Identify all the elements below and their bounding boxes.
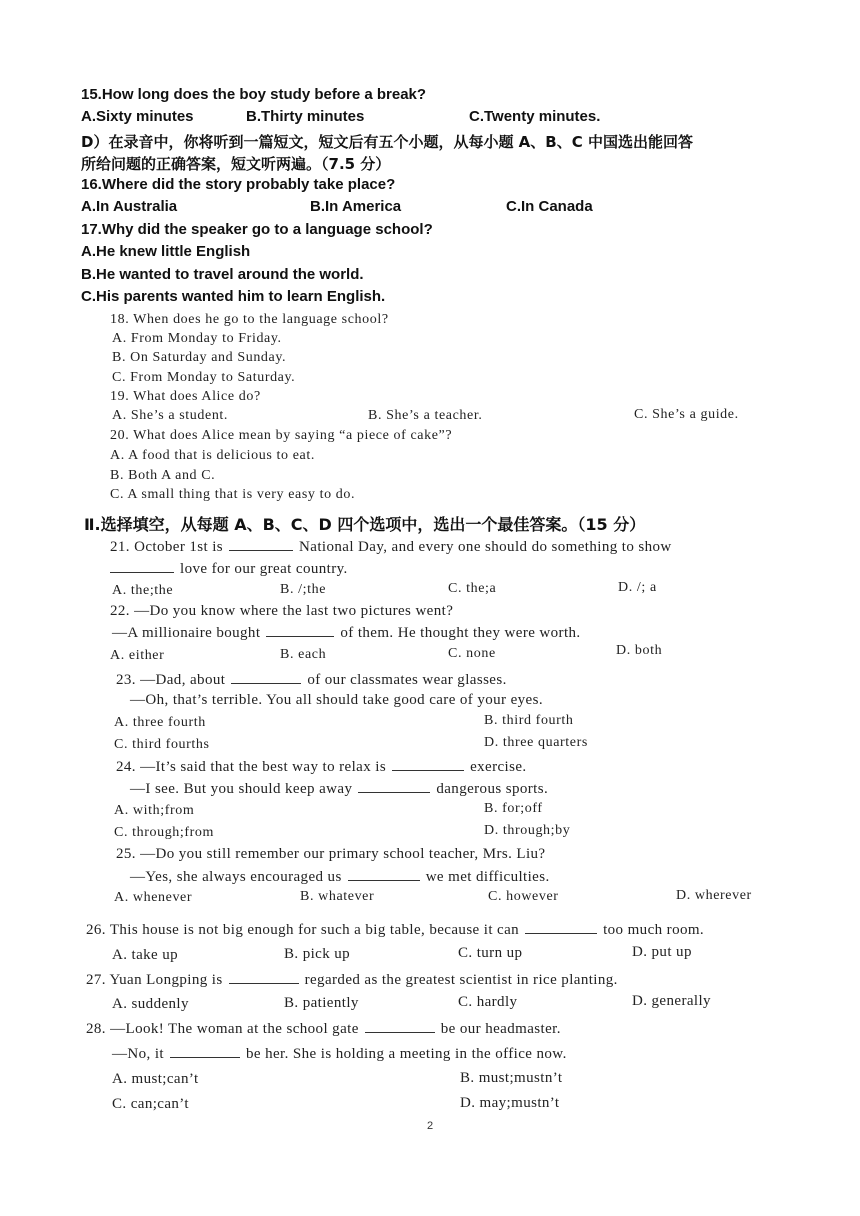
q24-option-a: A. with;from: [114, 803, 195, 818]
q28-option-a: A. must;can’t: [112, 1071, 199, 1087]
q24-blank-2: [358, 780, 430, 793]
q24-text-post: exercise.: [470, 759, 527, 775]
section-d-instruction-line1: D）在录音中，你将听到一篇短文，短文后有五个小题，从每小题 A、B、C 中国选出能回答: [81, 133, 693, 151]
q16-option-a: A.In Australia: [81, 198, 178, 215]
q21-text-pre: 21. October 1st is: [110, 539, 224, 555]
q21-text-mid: National Day, and every one should do something to show: [299, 539, 672, 555]
q26-option-d: D. put up: [632, 944, 692, 960]
q27-blank: [229, 971, 299, 984]
q21-text-post: love for our great country.: [180, 561, 348, 577]
q19-option-b: B. She’s a teacher.: [368, 408, 483, 423]
q25-option-c: C. however: [488, 889, 559, 904]
q28-option-b: B. must;mustn’t: [460, 1070, 563, 1086]
q20-option-a: A. A food that is delicious to eat.: [110, 448, 315, 463]
q24-line2: [130, 780, 548, 798]
q25-text-post: we met difficulties.: [425, 869, 550, 885]
q22-text-pre: —A millionaire bought: [112, 625, 261, 641]
q21-line2: [110, 560, 348, 578]
q22-option-d: D. both: [616, 643, 663, 658]
q26-option-c: C. turn up: [458, 945, 523, 961]
q24-line1: [116, 758, 527, 776]
q23-option-a: A. three fourth: [114, 715, 206, 730]
q26-line1: [86, 921, 704, 939]
q21-blank-1: [229, 538, 293, 551]
q18-option-b: B. On Saturday and Sunday.: [112, 350, 287, 365]
q28-text-post: be our headmaster.: [440, 1021, 561, 1037]
q16-stem: 16.Where did the story probably take place?: [81, 176, 396, 193]
q23-option-d: D. three quarters: [484, 735, 588, 750]
q23-line1: [116, 671, 507, 689]
q21-option-a: A. the;the: [112, 583, 174, 598]
q17-option-a: A.He knew little English: [81, 243, 251, 260]
q28-text-pre-2: —No, it: [112, 1046, 164, 1062]
q15-stem: 15.How long does the boy study before a break?: [81, 86, 427, 103]
q25-text-pre: —Yes, she always encouraged us: [130, 869, 342, 885]
q21-option-b: B. /;the: [280, 582, 327, 597]
q28-option-c: C. can;can’t: [112, 1096, 189, 1112]
page-number: 2: [427, 1120, 434, 1132]
q24-text-pre: 24. —It’s said that the best way to relax is: [116, 759, 387, 775]
q26-blank: [525, 921, 597, 934]
q26-text-post: too much room.: [603, 922, 705, 938]
q20-stem: 20. What does Alice mean by saying “a piece of cake”?: [110, 428, 453, 443]
q24-option-b: B. for;off: [484, 801, 543, 816]
q19-option-a: A. She’s a student.: [112, 408, 229, 423]
q24-blank-1: [392, 758, 464, 771]
q25-option-a: A. whenever: [114, 890, 193, 905]
q16-option-c: C.In Canada: [506, 198, 593, 215]
q19-stem: 19. What does Alice do?: [110, 389, 261, 404]
q21-option-d: D. /; a: [618, 580, 657, 595]
q22-line2: [112, 624, 581, 642]
q21-option-c: C. the;a: [448, 581, 497, 596]
q27-text-pre: 27. Yuan Longping is: [86, 972, 223, 988]
q22-text-post: of them. He thought they were worth.: [340, 625, 581, 641]
q25-line2: [130, 868, 550, 886]
q27-text-post: regarded as the greatest scientist in rice planting.: [304, 972, 618, 988]
q27-option-b: B. patiently: [284, 995, 359, 1011]
q15-option-b: B.Thirty minutes: [246, 108, 365, 125]
q25-line1: 25. —Do you still remember our primary school teacher, Mrs. Liu?: [116, 846, 546, 862]
q17-stem: 17.Why did the speaker go to a language school?: [81, 221, 433, 238]
q19-option-c: C. She’s a guide.: [634, 407, 739, 422]
q23-text-pre: 23. —Dad, about: [116, 672, 226, 688]
q23-option-c: C. third fourths: [114, 737, 210, 752]
q15-option-a: A.Sixty minutes: [81, 108, 194, 125]
q26-option-b: B. pick up: [284, 946, 351, 962]
q25-blank: [348, 868, 420, 881]
q23-line2: —Oh, that’s terrible. You all should take good care of your eyes.: [130, 692, 544, 708]
q28-text-pre: 28. —Look! The woman at the school gate: [86, 1021, 359, 1037]
q27-line1: [86, 971, 618, 989]
q27-option-a: A. suddenly: [112, 996, 189, 1012]
q18-option-c: C. From Monday to Saturday.: [112, 370, 296, 385]
section-d-instruction-line2: 所给问题的正确答案，短文听两遍。（7.5 分）: [81, 155, 391, 173]
q23-option-b: B. third fourth: [484, 713, 574, 728]
q28-option-d: D. may;mustn’t: [460, 1095, 560, 1111]
q26-option-a: A. take up: [112, 947, 179, 963]
q22-option-a: A. either: [110, 648, 165, 663]
q28-blank-2: [170, 1045, 240, 1058]
q24-text-pre-2: —I see. But you should keep away: [130, 781, 353, 797]
q27-option-c: C. hardly: [458, 994, 518, 1010]
q28-text-post-2: be her. She is holding a meeting in the office now.: [245, 1046, 567, 1062]
q25-option-b: B. whatever: [300, 889, 375, 904]
q15-option-c: C.Twenty minutes.: [469, 108, 601, 125]
q23-blank: [231, 671, 301, 684]
q22-blank: [266, 624, 334, 637]
q22-option-c: C. none: [448, 646, 496, 661]
q23-text-post: of our classmates wear glasses.: [307, 672, 507, 688]
q28-line2: [112, 1045, 567, 1063]
q25-option-d: D. wherever: [676, 888, 752, 903]
q22-option-b: B. each: [280, 647, 327, 662]
q21-line1: [110, 538, 672, 556]
q24-option-d: D. through;by: [484, 823, 571, 838]
q20-option-b: B. Both A and C.: [110, 468, 216, 483]
q16-option-b: B.In America: [310, 198, 402, 215]
q24-option-c: C. through;from: [114, 825, 214, 840]
q20-option-c: C. A small thing that is very easy to do.: [110, 487, 356, 502]
q27-option-d: D. generally: [632, 993, 711, 1009]
q26-text-pre: 26. This house is not big enough for such a big table, because it can: [86, 922, 520, 938]
q28-blank-1: [365, 1020, 435, 1033]
section-2-title: Ⅱ.选择填空，从每题 A、B、C、D 四个选项中，选出一个最佳答案。（15 分）: [84, 515, 646, 534]
q21-blank-2: [110, 560, 174, 573]
q28-line1: [86, 1020, 561, 1038]
q22-line1: 22. —Do you know where the last two pictures went?: [110, 603, 454, 619]
q18-option-a: A. From Monday to Friday.: [112, 331, 282, 346]
q17-option-b: B.He wanted to travel around the world.: [81, 266, 364, 283]
q24-text-post-2: dangerous sports.: [436, 781, 549, 797]
q17-option-c: C.His parents wanted him to learn English.: [81, 288, 386, 305]
q18-stem: 18. When does he go to the language school?: [110, 312, 389, 327]
